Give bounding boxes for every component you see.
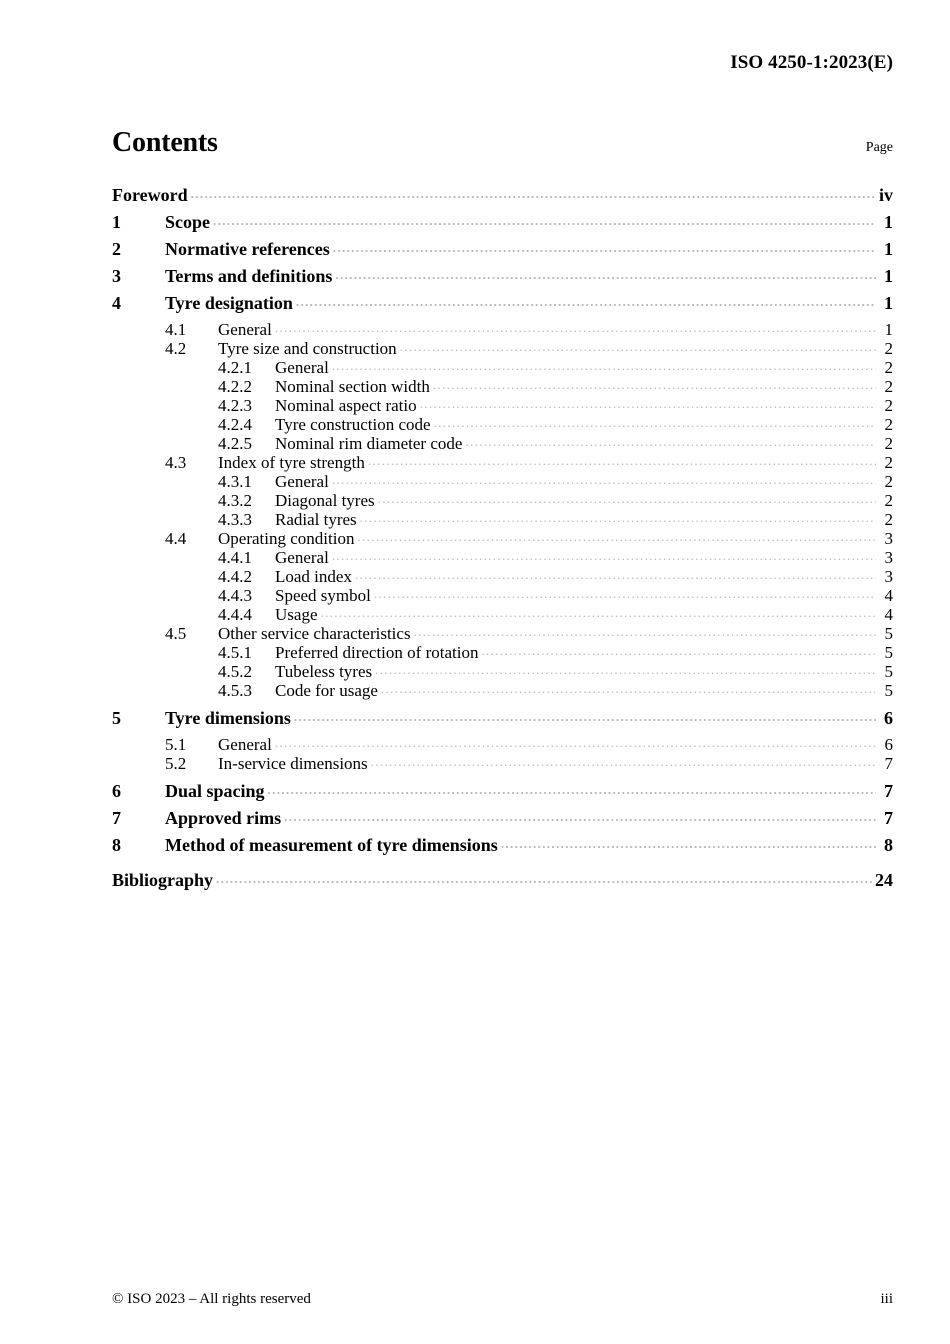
toc-entry-label: General [275,548,329,567]
toc-entry-number: 4.5.2 [218,662,252,681]
toc-entry[interactable] [112,833,893,860]
toc-entry[interactable] [112,210,893,237]
toc-entry[interactable] [112,565,893,584]
toc-entry-number: 4.5.3 [218,681,252,700]
toc-entry[interactable] [112,660,893,679]
toc-entry-page: 2 [884,472,893,491]
toc-entry-page: 5 [884,681,893,700]
toc-entry-page: 1 [884,266,893,286]
dot-leader [501,833,876,851]
dot-leader [216,868,872,886]
toc-entry[interactable] [112,752,893,771]
toc-entry-number: 4.1 [165,320,187,339]
toc-entry[interactable] [112,584,893,603]
toc-entry-number: 7 [112,808,121,828]
toc-entry-page: 6 [884,735,893,754]
toc-entry-number: 4.2 [165,339,187,358]
toc-entry-label: Code for usage [275,681,378,700]
toc-entry-label: Index of tyre strength [218,453,365,472]
toc-entry-page: 2 [884,396,893,415]
toc-entry[interactable] [112,508,893,527]
toc-entry-label: Approved rims [165,808,282,828]
toc-entry-page: 5 [884,662,893,681]
toc-entry-label: Preferred direction of rotation [275,643,479,662]
toc-entry-page: 2 [884,434,893,453]
toc-entry-page: 1 [884,320,893,339]
toc-entry-page: 5 [884,624,893,643]
dot-leader [381,679,876,696]
dot-leader [414,622,876,639]
dot-leader [320,603,876,620]
dot-leader [191,183,876,201]
toc-entry-page: 1 [884,212,893,232]
dot-leader [332,546,876,563]
toc-entry-label: Other service characteristics [218,624,411,643]
toc-entry-number: 4.2.5 [218,434,252,453]
toc-entry-number: 4.2.3 [218,396,252,415]
page-title: Contents [112,127,218,158]
toc-entry-label: Nominal section width [275,377,430,396]
toc-entry-label: Diagonal tyres [275,491,375,510]
toc-entry-page: 7 [884,808,893,828]
dot-leader [378,489,876,506]
toc-entry-number: 4.4.1 [218,548,252,567]
dot-leader [375,660,876,677]
toc-entry-page: 3 [884,548,893,567]
toc-entry-page: 2 [884,453,893,472]
toc-entry-number: 4.2.1 [218,358,252,377]
toc-entry-number: 4.4 [165,529,187,548]
toc-entry-label: General [218,735,272,754]
toc-entry[interactable] [112,413,893,432]
toc-entry[interactable] [112,356,893,375]
toc-entry-label: Nominal aspect ratio [275,396,417,415]
toc-entry[interactable] [112,622,893,641]
toc-entry-page: 2 [884,358,893,377]
dot-leader [332,356,876,373]
toc-entry-label: General [275,472,329,491]
toc-entry-number: 2 [112,239,121,259]
contents-heading-row [112,127,893,159]
dot-leader [284,806,876,824]
toc-entry-number: 4.4.4 [218,605,252,624]
toc-entry[interactable] [112,603,893,622]
dot-leader [400,337,876,354]
dot-leader [275,318,876,335]
dot-leader [355,565,876,582]
toc-entry-label: General [275,358,329,377]
folio-page-number: iii [880,1291,893,1307]
dot-leader [296,291,876,309]
toc-entry[interactable] [112,451,893,470]
dot-leader [465,432,876,449]
dot-leader [374,584,876,601]
toc-entry-page: 2 [884,377,893,396]
toc-entry-number: 4.3.1 [218,472,252,491]
toc-entry-number: 1 [112,212,121,232]
toc-entry[interactable] [112,546,893,565]
toc-entry[interactable] [112,337,893,356]
copyright-notice: © ISO 2023 – All rights reserved [112,1291,311,1307]
toc-entry[interactable] [112,706,893,733]
toc-entry-page: 1 [884,239,893,259]
dot-leader [275,733,876,750]
toc-entry-number: 4.2.4 [218,415,252,434]
dot-leader [332,470,876,487]
toc-entry-label: Bibliography [112,870,214,890]
toc-entry-label: Operating condition [218,529,355,548]
toc-entry-label: Dual spacing [165,781,265,801]
toc-entry-label: Usage [275,605,318,624]
toc-entry-label: Nominal rim diameter code [275,434,463,453]
dot-leader [357,527,876,544]
dot-leader [360,508,876,525]
toc-entry[interactable] [112,733,893,752]
toc-entry[interactable] [112,679,893,698]
dot-leader [335,264,876,282]
toc-entry[interactable] [112,527,893,546]
toc-entry-number: 5.1 [165,735,187,754]
toc-entry-page: 2 [884,491,893,510]
toc-entry-page: 5 [884,643,893,662]
toc-entry[interactable] [112,291,893,318]
toc-entry-label: Speed symbol [275,586,371,605]
toc-entry-label: Tyre construction code [275,415,431,434]
toc-entry-page: iv [878,185,893,205]
toc-entry[interactable] [112,470,893,489]
toc-entry[interactable] [112,318,893,337]
toc-entry-label: Terms and definitions [165,266,333,286]
toc-entry[interactable] [112,183,893,210]
toc-entry-number: 4.3.2 [218,491,252,510]
toc-entry-number: 4.5.1 [218,643,252,662]
toc-entry-label: Normative references [165,239,330,259]
toc-entry[interactable] [112,489,893,508]
toc-entry[interactable] [112,432,893,451]
toc-entry-number: 5 [112,708,121,728]
table-of-contents [112,183,893,895]
toc-entry[interactable] [112,264,893,291]
toc-entry-number: 4.3.3 [218,510,252,529]
toc-entry-label: Scope [165,212,210,232]
toc-entry-page: 2 [884,510,893,529]
toc-entry[interactable] [112,237,893,264]
toc-entry-page: 4 [884,605,893,624]
toc-entry-label: Tyre designation [165,293,293,313]
document-footer [112,1291,893,1308]
toc-entry[interactable] [112,641,893,660]
toc-entry[interactable] [112,868,893,895]
dot-leader [434,413,876,430]
toc-entry-label: Tyre dimensions [165,708,291,728]
running-header [112,52,893,74]
toc-entry-number: 3 [112,266,121,286]
toc-entry-page: 4 [884,586,893,605]
toc-entry-page: 8 [884,835,893,855]
toc-entry-number: 8 [112,835,121,855]
dot-leader [294,706,876,724]
toc-entry[interactable] [112,394,893,413]
toc-entry-label: Load index [275,567,352,586]
toc-entry-label: Tubeless tyres [275,662,373,681]
toc-entry-label: General [218,320,272,339]
dot-leader [481,641,876,658]
toc-entry-number: 4.5 [165,624,187,643]
toc-entry-page: 7 [884,754,893,773]
toc-entry-label: Radial tyres [275,510,357,529]
toc-entry-page: 24 [875,870,893,890]
toc-entry-label: Method of measurement of tyre dimensions [165,835,498,855]
toc-entry[interactable] [112,806,893,833]
toc-entry-number: 6 [112,781,121,801]
toc-entry-number: 4.3 [165,453,187,472]
toc-entry-label: Foreword [112,185,188,205]
toc-entry-page: 2 [884,415,893,434]
dot-leader [268,779,876,797]
toc-entry-number: 4.2.2 [218,377,252,396]
toc-entry-number: 4.4.3 [218,586,252,605]
toc-entry-page: 1 [884,293,893,313]
dot-leader [213,210,876,228]
toc-entry-label: Tyre size and construction [218,339,397,358]
toc-entry-page: 3 [884,567,893,586]
toc-entry-number: 4.4.2 [218,567,252,586]
toc-entry-page: 7 [884,781,893,801]
toc-entry-page: 3 [884,529,893,548]
dot-leader [433,375,876,392]
toc-entry-page: 6 [884,708,893,728]
dot-leader [368,451,876,468]
standard-reference: ISO 4250-1:2023(E) [730,52,893,73]
toc-entry[interactable] [112,779,893,806]
dot-leader [420,394,876,411]
toc-entry-number: 5.2 [165,754,187,773]
dot-leader [371,752,876,769]
toc-entry-number: 4 [112,293,121,313]
toc-entry-label: In-service dimensions [218,754,368,773]
toc-entry-page: 2 [884,339,893,358]
page-column-label: Page [865,140,893,155]
dot-leader [333,237,876,255]
toc-entry[interactable] [112,375,893,394]
